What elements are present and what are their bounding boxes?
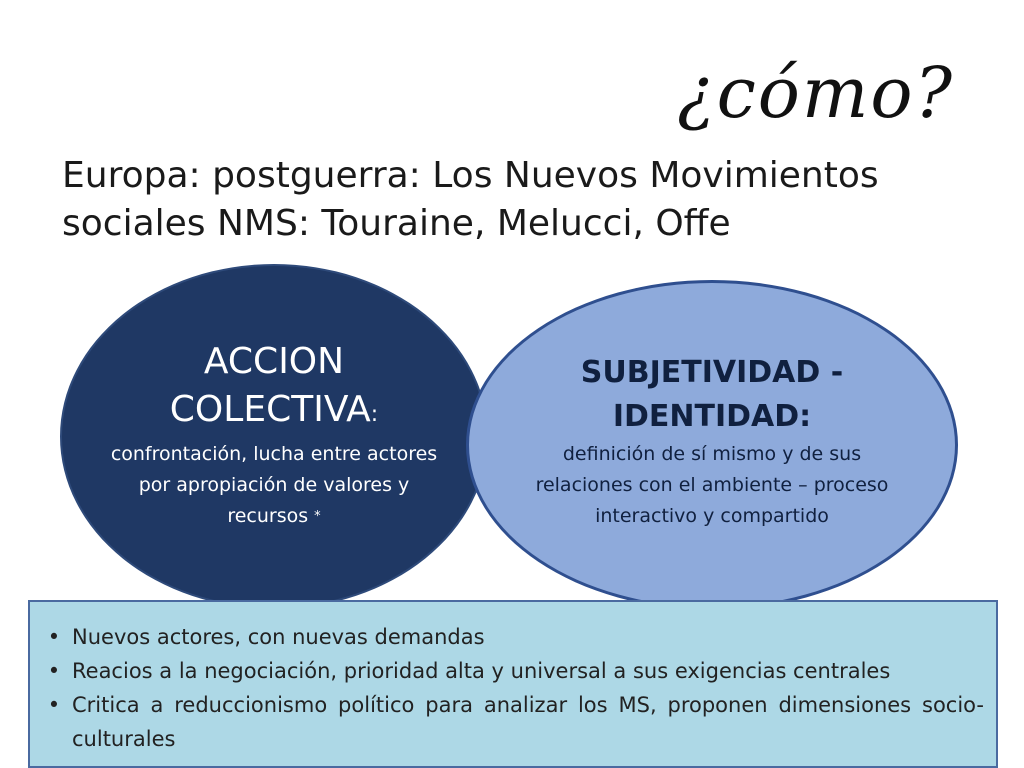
slide-subtitle: Europa: postguerra: Los Nuevos Movimientos sociales NMS: Touraine, Melucci, Offe — [62, 155, 879, 244]
accion-body-text: confrontación, lucha entre actores por apropiación de valores y recursos — [110, 442, 438, 527]
accion-heading-colon: : — [370, 401, 379, 427]
accion-heading-line2-wrap — [170, 386, 378, 439]
accion-colectiva-body — [104, 439, 444, 532]
subjetividad-identidad-ellipse — [466, 280, 958, 610]
bullet-item — [44, 654, 984, 688]
footnote-mark: * — [314, 508, 321, 524]
bullet-dot: • — [47, 625, 61, 649]
bullet-dot: • — [47, 693, 61, 717]
accion-colectiva-heading — [170, 338, 378, 439]
bullet-text: Nuevos actores, con nuevas demandas — [72, 625, 485, 649]
bullet-box — [28, 600, 998, 768]
bullet-text: Reacios a la negociación, prioridad alta y universal a sus exigencias centrales — [72, 659, 891, 683]
bullet-text: Critica a reduccionismo político para analizar los MS, proponen dimensiones socio-culturales — [72, 693, 984, 751]
subjetividad-body: definición de sí mismo y de sus relaciones con el ambiente – proceso interactivo y compartido — [535, 442, 889, 527]
accion-heading-line2: COLECTIVA — [169, 388, 371, 430]
bullet-item — [44, 688, 984, 756]
bullet-list — [44, 620, 984, 756]
subjetividad-heading: SUBJETIVIDAD - IDENTIDAD: — [580, 354, 844, 434]
bullet-item — [44, 620, 984, 654]
accion-colectiva-ellipse — [60, 264, 488, 609]
slide-title: ¿cómo? — [677, 52, 954, 134]
bullet-dot: • — [47, 659, 61, 683]
accion-heading-line1: ACCION — [203, 340, 345, 382]
